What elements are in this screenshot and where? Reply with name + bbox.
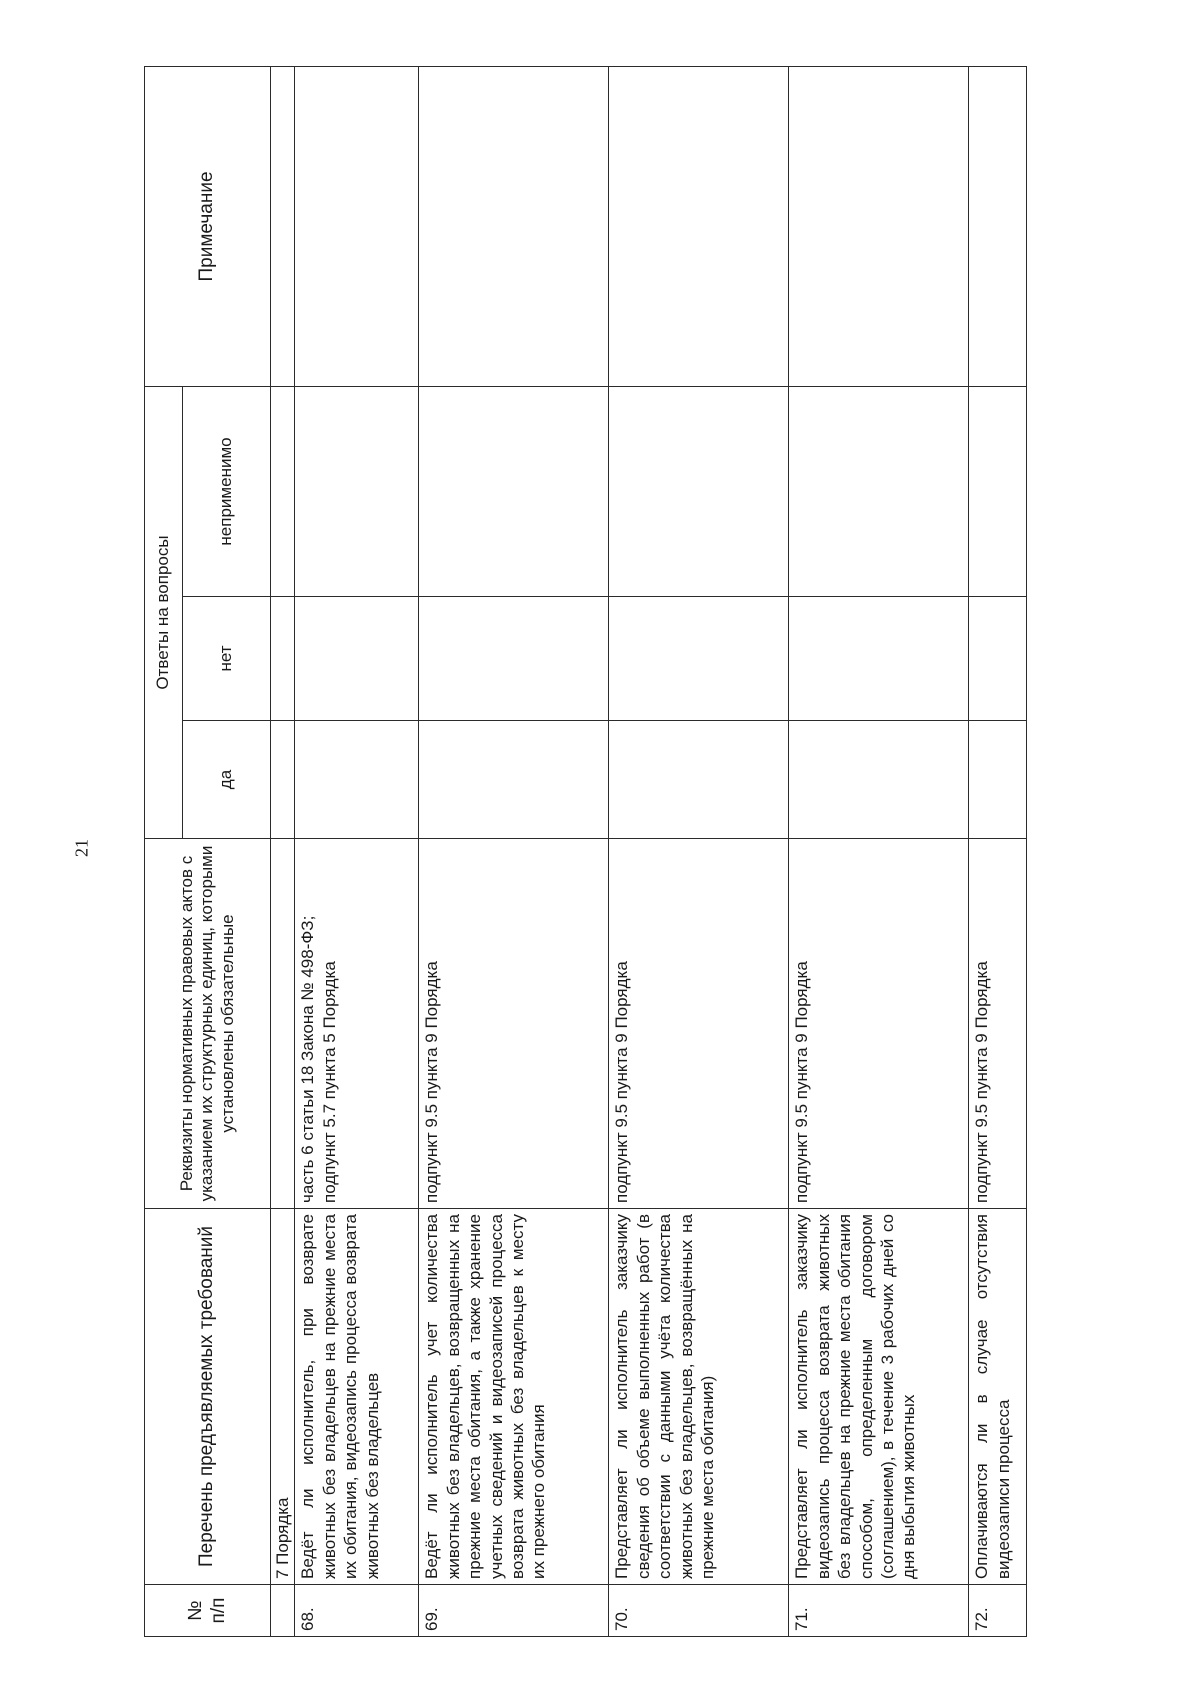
answer-na-cell	[789, 386, 969, 596]
row-legal-refs	[419, 839, 609, 1209]
row-number: 70.	[609, 1585, 789, 1637]
answer-yes-cell	[789, 721, 969, 839]
row-legal-ref: подпункт 9.5 пункта 9 Порядка	[422, 961, 442, 1203]
table-row	[295, 66, 419, 1636]
note-cell	[419, 66, 609, 386]
header-answers: Ответы на вопросы	[145, 386, 183, 838]
row-requirement: Ведёт ли исполнитель, при возврате животных без владельцев на прежние места их обитания, видеозапись процесса возврата животных без владельцев	[295, 1209, 419, 1585]
row-requirement: Оплачиваются ли в случае отсутствия видеозаписи процесса	[969, 1209, 1027, 1585]
requirements-table	[144, 66, 1027, 1637]
row-legal-refs	[609, 839, 789, 1209]
section-row	[271, 66, 295, 1636]
row-number: 72.	[969, 1585, 1027, 1637]
row-legal-ref: часть 6 статьи 18 Закона № 498-ФЗ;	[298, 915, 318, 1203]
answer-yes-cell	[969, 721, 1027, 839]
answer-no-cell	[295, 597, 419, 721]
header-yes: да	[183, 721, 271, 839]
answer-na-cell	[295, 386, 419, 596]
header-requirements: Перечень предъявляемых требований	[145, 1209, 271, 1585]
answer-no-cell	[969, 597, 1027, 721]
header-no: нет	[183, 597, 271, 721]
row-legal-ref: подпункт 9.5 пункта 9 Порядка	[972, 961, 992, 1203]
note-cell	[969, 66, 1027, 386]
note-cell	[609, 66, 789, 386]
row-number: 68.	[295, 1585, 419, 1637]
row-legal-refs	[789, 839, 969, 1209]
answer-yes-cell	[609, 721, 789, 839]
row-requirement: Представляет ли исполнитель заказчику сведения об объеме выполненных работ (в соответствии с данными учёта количества животных без владельцев, возвращённых на прежние места обитания)	[609, 1209, 789, 1585]
row-legal-refs	[295, 839, 419, 1209]
answer-yes-cell	[295, 721, 419, 839]
answer-na-cell	[609, 386, 789, 596]
row-number: 69.	[419, 1585, 609, 1637]
header-not-applicable: неприменимо	[183, 386, 271, 596]
answer-no-cell	[419, 597, 609, 721]
row-legal-ref: подпункт 5.7 пункта 5 Порядка	[319, 961, 339, 1203]
table-row	[969, 66, 1027, 1636]
requirements-table-rotated	[144, 67, 1084, 1637]
note-cell	[295, 66, 419, 386]
page-number: 21	[71, 839, 92, 857]
answer-na-cell	[419, 386, 609, 596]
table-row	[609, 66, 789, 1636]
row-requirement: Представляет ли исполнитель заказчику видеозапись процесса возврата животных без владельцев на прежние места обитания способом, определенным договором (соглашением), в течение 3 рабочих дней со дня выбытия животных	[789, 1209, 969, 1585]
table-row	[419, 66, 609, 1636]
table-row	[789, 66, 969, 1636]
note-cell	[789, 66, 969, 386]
answer-no-cell	[609, 597, 789, 721]
row-legal-refs	[969, 839, 1027, 1209]
header-num: № п/п	[145, 1585, 271, 1637]
section-label: 7 Порядка	[271, 1209, 295, 1585]
row-legal-ref: подпункт 9.5 пункта 9 Порядка	[792, 961, 812, 1203]
header-legal-refs: Реквизиты нормативных правовых актов с указанием их структурных единиц, которыми установлены обязательные	[145, 839, 271, 1209]
row-legal-ref: подпункт 9.5 пункта 9 Порядка	[612, 961, 632, 1203]
row-requirement: Ведёт ли исполнитель учет количества животных без владельцев, возвращенных на прежние места обитания, а также хранение учетных сведений и видеозаписей процесса возврата животных без владельцев к месту их прежнего обитания	[419, 1209, 609, 1585]
header-note: Примечание	[145, 66, 271, 386]
answer-na-cell	[969, 386, 1027, 596]
answer-yes-cell	[419, 721, 609, 839]
row-number: 71.	[789, 1585, 969, 1637]
section-num-cell	[271, 1585, 295, 1637]
answer-no-cell	[789, 597, 969, 721]
